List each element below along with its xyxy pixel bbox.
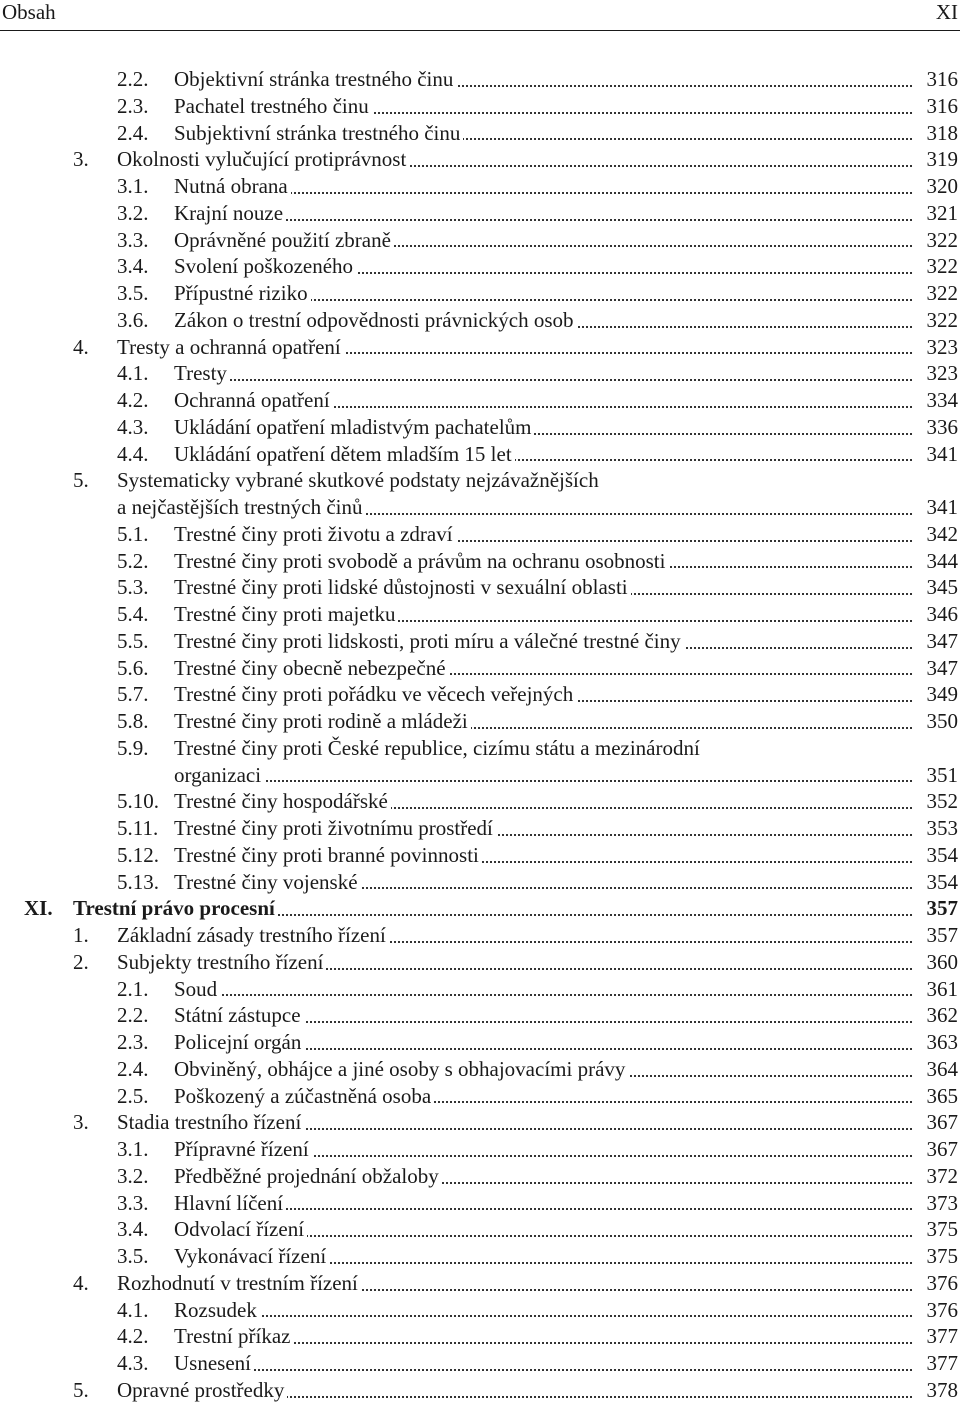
toc-entry-number: 2.3.	[117, 93, 149, 118]
toc-entry-number: 4.2.	[117, 1324, 149, 1349]
toc-entry-title: Trestné činy proti rodině a mládeži	[174, 709, 471, 733]
toc-entry	[0, 788, 960, 815]
toc-entry-number: 2.2.	[117, 1003, 149, 1028]
toc-entry	[0, 949, 960, 976]
toc-entry-title-wrap	[73, 895, 912, 922]
toc-entry	[0, 1002, 960, 1029]
running-header	[0, 0, 960, 25]
toc-entry-title: Přípravné řízení	[174, 1137, 312, 1161]
toc-entry-title: Objektivní stránka trestného činu	[174, 67, 456, 91]
toc-entry-number: 2.1.	[117, 976, 149, 1001]
toc-entry-page: 342	[923, 521, 959, 548]
toc-entry-number: 3.5.	[117, 281, 149, 305]
toc-entry-page: 322	[923, 253, 959, 280]
toc-entry-title-wrap	[174, 1083, 912, 1110]
toc-entry-number: 5.1.	[117, 521, 149, 546]
header-section-title: Obsah	[2, 0, 56, 24]
toc-entry-title: Trestné činy proti životu a zdraví	[174, 522, 456, 546]
toc-entry-title-wrap	[174, 227, 912, 254]
toc-entry-page: 367	[923, 1136, 959, 1163]
toc-entry-title: Trestné činy vojenské	[174, 870, 361, 894]
toc-entry-title-wrap	[117, 494, 912, 521]
toc-entry-page: 347	[923, 655, 959, 682]
toc-entry-title: Ukládání opatření mladistvým pachatelům	[174, 415, 534, 439]
toc-entry	[0, 842, 960, 869]
header-page-number: XI	[935, 0, 958, 24]
toc-entry-title: Pachatel trestného činu	[174, 94, 372, 118]
toc-entry	[0, 815, 960, 842]
toc-entry-title-wrap	[174, 815, 912, 842]
toc-entry-title: Obviněný, obhájce a jiné osoby s obhajovacími právy	[174, 1057, 628, 1081]
toc-entry-number: 5.11.	[117, 816, 159, 840]
toc-entry-number: 5.8.	[117, 709, 149, 733]
toc-entry-number: 4.	[73, 334, 89, 359]
toc-entry-title-wrap	[174, 681, 912, 708]
toc-entry-number: 1.	[73, 923, 89, 947]
toc-entry-number: 4.1.	[117, 361, 149, 386]
toc-entry-number: 5.10.	[117, 789, 159, 814]
toc-entry-title-wrap	[174, 387, 912, 414]
toc-entry-title: Trestné činy proti svobodě a právům na ochranu osobnosti	[174, 549, 668, 573]
toc-entry-title-wrap	[174, 1136, 912, 1163]
toc-entry-title: Subjektivní stránka trestného činu	[174, 121, 463, 145]
toc-entry-number: 5.12.	[117, 842, 159, 867]
toc-entry-number: XI.	[24, 896, 53, 921]
toc-entry-page: 322	[923, 307, 959, 334]
toc-entry	[0, 494, 960, 521]
dot-leader	[174, 780, 912, 782]
toc-entry-page: 344	[923, 548, 959, 575]
toc-entry	[0, 387, 960, 414]
toc-entry-page: 367	[923, 1109, 959, 1136]
toc-entry	[0, 735, 960, 762]
toc-entry-page: 346	[923, 601, 959, 628]
toc-entry-title: Policejní orgán	[174, 1030, 304, 1054]
toc-entry-title: Předběžné projednání obžaloby	[174, 1164, 442, 1188]
toc-entry-title: Rozsudek	[174, 1298, 260, 1322]
toc-entry-page: 364	[923, 1056, 959, 1083]
toc-entry	[0, 360, 960, 387]
toc-entry-title: Trestní právo procesní	[73, 896, 278, 920]
dot-leader	[174, 1369, 912, 1371]
toc-entry	[0, 307, 960, 334]
toc-entry	[0, 1297, 960, 1324]
toc-entry-title-wrap	[174, 628, 912, 655]
toc-entry-title-wrap	[174, 1216, 912, 1243]
toc-entry-title-wrap	[174, 200, 912, 227]
toc-entry-title: Tresty a ochranná opatření	[117, 335, 344, 359]
toc-entry	[0, 628, 960, 655]
toc-entry-number: 3.3.	[117, 227, 149, 252]
toc-entry-number: 3.4.	[117, 254, 149, 279]
toc-entry-page: 341	[923, 494, 959, 521]
toc-entry-title-wrap	[174, 1002, 912, 1029]
toc-entry-title-wrap	[117, 146, 912, 173]
toc-entry-number: 4.	[73, 1270, 89, 1295]
toc-entry	[0, 1109, 960, 1136]
toc-entry	[0, 922, 960, 949]
toc-entry	[0, 1029, 960, 1056]
toc-entry-number: 4.3.	[117, 414, 149, 439]
toc-entry	[0, 93, 960, 120]
toc-entry-title: Okolnosti vylučující protiprávnost	[117, 147, 409, 171]
toc-entry-number: 2.4.	[117, 120, 149, 145]
toc-entry	[0, 762, 960, 789]
toc-entry	[0, 1083, 960, 1110]
toc-entry-number: 5.6.	[117, 655, 149, 680]
toc-entry-number: 4.3.	[117, 1351, 149, 1375]
toc-entry-number: 4.4.	[117, 441, 149, 466]
toc-entry-page: 349	[923, 681, 959, 708]
table-of-contents	[0, 66, 960, 1404]
toc-entry	[0, 1163, 960, 1190]
toc-entry	[0, 1136, 960, 1163]
toc-entry	[0, 253, 960, 280]
toc-entry-title: Trestné činy proti pořádku ve věcech veřejných	[174, 682, 576, 706]
toc-entry-title: Trestné činy proti životnímu prostředí	[174, 816, 496, 840]
toc-entry-title-wrap	[174, 655, 912, 682]
toc-entry-number: 3.6.	[117, 307, 149, 332]
toc-entry-number: 5.5.	[117, 628, 149, 653]
toc-entry-title-wrap	[174, 441, 912, 468]
toc-entry-page: 316	[923, 93, 959, 120]
toc-entry	[0, 120, 960, 147]
toc-entry	[0, 414, 960, 441]
toc-entry-title: organizaci	[174, 763, 264, 787]
toc-entry	[0, 655, 960, 682]
toc-entry-number: 4.1.	[117, 1297, 149, 1322]
toc-entry-number: 3.4.	[117, 1217, 149, 1242]
toc-entry-title-wrap	[174, 93, 912, 120]
toc-entry-page: 354	[923, 842, 959, 869]
toc-entry-page: 341	[923, 441, 959, 468]
toc-entry-page: 336	[923, 414, 959, 441]
dot-leader	[174, 379, 912, 381]
toc-entry	[0, 681, 960, 708]
toc-entry-number: 2.3.	[117, 1030, 149, 1054]
toc-entry	[0, 521, 960, 548]
toc-entry	[0, 1243, 960, 1270]
toc-entry-number: 3.2.	[117, 1163, 149, 1188]
toc-entry	[0, 227, 960, 254]
toc-entry-page: 362	[923, 1002, 959, 1029]
toc-entry-title-wrap	[174, 253, 912, 280]
toc-entry	[0, 334, 960, 361]
toc-entry-title: Základní zásady trestního řízení	[117, 923, 389, 947]
toc-entry-page: 350	[923, 708, 959, 735]
toc-entry-title-wrap	[174, 788, 912, 815]
toc-entry-page: 353	[923, 815, 959, 842]
toc-entry-number: 2.5.	[117, 1083, 149, 1108]
toc-entry-title-wrap	[174, 735, 912, 762]
toc-entry-page: 347	[923, 628, 959, 655]
toc-entry-title: a nejčastějších trestných činů	[117, 495, 366, 519]
toc-entry-page: 352	[923, 788, 959, 815]
toc-entry	[0, 1190, 960, 1217]
toc-entry-number: 3.1.	[117, 174, 149, 198]
toc-entry-title-wrap	[117, 922, 912, 949]
toc-entry-page: 323	[923, 360, 959, 387]
toc-entry-title-wrap	[174, 360, 912, 387]
toc-entry-page: 334	[923, 387, 959, 414]
toc-entry	[0, 574, 960, 601]
toc-entry-title-wrap	[174, 1323, 912, 1350]
toc-entry-title: Stadia trestního řízení	[117, 1110, 304, 1134]
toc-entry-title: Trestné činy proti lidskosti, proti míru a válečné trestné činy	[174, 629, 684, 653]
toc-entry-title-wrap	[174, 762, 912, 789]
toc-entry-page: 357	[923, 922, 959, 949]
toc-entry-page: 323	[923, 334, 959, 361]
toc-entry-title-wrap	[174, 414, 912, 441]
toc-entry-number: 3.5.	[117, 1244, 149, 1268]
toc-entry-title-wrap	[174, 1297, 912, 1324]
toc-entry	[0, 1377, 960, 1404]
toc-entry-number: 5.	[73, 1377, 89, 1402]
toc-entry-title-wrap	[174, 1190, 912, 1217]
toc-entry-title: Státní zástupce	[174, 1003, 304, 1027]
toc-entry-title-wrap	[174, 976, 912, 1003]
toc-entry-title-wrap	[174, 869, 912, 896]
toc-entry	[0, 200, 960, 227]
toc-entry-page: 351	[923, 762, 959, 789]
toc-entry-number: 5.2.	[117, 548, 149, 573]
toc-entry-number: 2.4.	[117, 1056, 149, 1081]
toc-entry-page: 361	[923, 976, 959, 1003]
toc-entry-title: Trestné činy hospodářské	[174, 789, 391, 813]
toc-entry-title-wrap	[174, 601, 912, 628]
toc-entry-page: 322	[923, 227, 959, 254]
toc-entry-number: 2.	[73, 949, 89, 974]
toc-entry-page: 357	[923, 895, 959, 922]
toc-entry-title: Subjekty trestního řízení	[117, 950, 326, 974]
toc-entry	[0, 467, 960, 494]
toc-entry-title-wrap	[174, 548, 912, 575]
toc-entry-number: 2.2.	[117, 67, 149, 91]
toc-entry	[0, 1270, 960, 1297]
toc-entry-title-wrap	[174, 842, 912, 869]
toc-entry-title: Zákon o trestní odpovědnosti právnických osob	[174, 308, 577, 332]
toc-entry-title: Vykonávací řízení	[174, 1244, 329, 1268]
toc-entry-title-wrap	[174, 1350, 912, 1377]
toc-entry-title-wrap	[174, 66, 912, 93]
toc-entry-title-wrap	[117, 1270, 912, 1297]
toc-entry-title-wrap	[174, 173, 912, 200]
toc-entry-title: Trestné činy proti branné povinnosti	[174, 843, 482, 867]
toc-entry-page: 363	[923, 1029, 959, 1056]
toc-entry-title: Rozhodnutí v trestním řízení	[117, 1271, 361, 1295]
toc-entry-title-wrap	[174, 120, 912, 147]
toc-entry-title-wrap	[117, 949, 912, 976]
toc-entry	[0, 895, 960, 922]
toc-entry-page: 375	[923, 1216, 959, 1243]
toc-entry-title-wrap	[117, 334, 912, 361]
toc-entry-title-wrap	[174, 1243, 912, 1270]
toc-entry-title: Oprávněné použití zbraně	[174, 228, 394, 252]
toc-entry-title-wrap	[174, 307, 912, 334]
toc-entry	[0, 869, 960, 896]
toc-entry-number: 5.4.	[117, 602, 149, 626]
toc-entry-title: Nutná obrana	[174, 174, 291, 198]
toc-entry-title: Hlavní líčení	[174, 1191, 286, 1215]
toc-entry-number: 4.2.	[117, 388, 149, 412]
toc-entry-page: 316	[923, 66, 959, 93]
toc-entry-page: 375	[923, 1243, 959, 1270]
toc-entry-page: 345	[923, 574, 959, 601]
toc-entry-title: Trestné činy obecně nebezpečné	[174, 656, 449, 680]
toc-entry-title: Odvolací řízení	[174, 1217, 307, 1241]
toc-entry	[0, 1216, 960, 1243]
toc-entry	[0, 601, 960, 628]
toc-entry-title-wrap	[174, 1163, 912, 1190]
toc-entry-title-wrap	[174, 280, 912, 307]
toc-entry-page: 376	[923, 1270, 959, 1297]
toc-entry	[0, 1350, 960, 1377]
toc-entry-page: 354	[923, 869, 959, 896]
toc-entry-title: Usnesení	[174, 1351, 254, 1375]
toc-entry-title: Přípustné riziko	[174, 281, 311, 305]
toc-entry-number: 3.	[73, 1110, 89, 1135]
toc-entry-page: 376	[923, 1297, 959, 1324]
toc-entry-title: Soud	[174, 977, 220, 1001]
toc-entry-page: 377	[923, 1323, 959, 1350]
toc-entry-number: 5.13.	[117, 869, 159, 894]
dot-leader	[174, 994, 912, 996]
dot-leader	[174, 1315, 912, 1317]
toc-entry-title: Trestné činy proti lidské důstojnosti v sexuální oblasti	[174, 575, 631, 599]
toc-entry	[0, 66, 960, 93]
toc-entry-number: 5.	[73, 468, 89, 493]
toc-entry-title: Tresty	[174, 361, 230, 385]
toc-entry	[0, 146, 960, 173]
toc-entry	[0, 548, 960, 575]
toc-entry-page: 318	[923, 120, 959, 147]
toc-entry-page: 377	[923, 1350, 959, 1377]
toc-entry-title: Poškozený a zúčastněná osoba	[174, 1084, 434, 1108]
header-rule	[0, 30, 960, 31]
toc-entry-title: Trestné činy proti majetku	[174, 602, 398, 626]
toc-entry-title: Trestné činy proti České republice, cizímu státu a mezinárodní	[174, 736, 703, 760]
toc-entry-number: 3.1.	[117, 1137, 149, 1161]
toc-entry-title: Trestní příkaz	[174, 1324, 293, 1348]
toc-entry-number: 3.	[73, 147, 89, 172]
toc-entry-title: Krajní nouze	[174, 201, 286, 225]
toc-entry-title: Ukládání opatření dětem mladším 15 let	[174, 442, 515, 466]
toc-entry	[0, 280, 960, 307]
toc-entry	[0, 976, 960, 1003]
toc-entry-title-wrap	[117, 1377, 912, 1404]
toc-entry-page: 373	[923, 1190, 959, 1217]
toc-entry-number: 5.3.	[117, 575, 149, 600]
toc-entry-page: 322	[923, 280, 959, 307]
toc-entry-title-wrap	[174, 521, 912, 548]
toc-entry-page: 378	[923, 1377, 959, 1404]
toc-entry-title-wrap	[174, 708, 912, 735]
toc-entry-page: 320	[923, 173, 959, 200]
toc-entry-title: Svolení poškozeného	[174, 254, 356, 278]
toc-entry-title-wrap	[117, 467, 912, 494]
toc-entry	[0, 173, 960, 200]
toc-entry-number: 5.7.	[117, 682, 149, 707]
toc-entry	[0, 1323, 960, 1350]
toc-entry-number: 3.3.	[117, 1190, 149, 1215]
toc-entry-title-wrap	[117, 1109, 912, 1136]
toc-entry	[0, 1056, 960, 1083]
toc-entry-page: 321	[923, 200, 959, 227]
toc-entry-number: 5.9.	[117, 735, 149, 760]
toc-entry-number: 3.2.	[117, 200, 149, 225]
toc-entry-title: Ochranná opatření	[174, 388, 333, 412]
toc-entry-title-wrap	[174, 1029, 912, 1056]
toc-entry-title-wrap	[174, 574, 912, 601]
toc-entry-title: Systematicky vybrané skutkové podstaty nejzávažnějších	[117, 468, 602, 492]
toc-entry	[0, 708, 960, 735]
toc-entry-page: 365	[923, 1083, 959, 1110]
toc-entry-title-wrap	[174, 1056, 912, 1083]
toc-entry-page: 372	[923, 1163, 959, 1190]
toc-entry-title: Opravné prostředky	[117, 1378, 287, 1402]
toc-entry-page: 319	[923, 146, 959, 173]
toc-entry-page: 360	[923, 949, 959, 976]
toc-entry	[0, 441, 960, 468]
